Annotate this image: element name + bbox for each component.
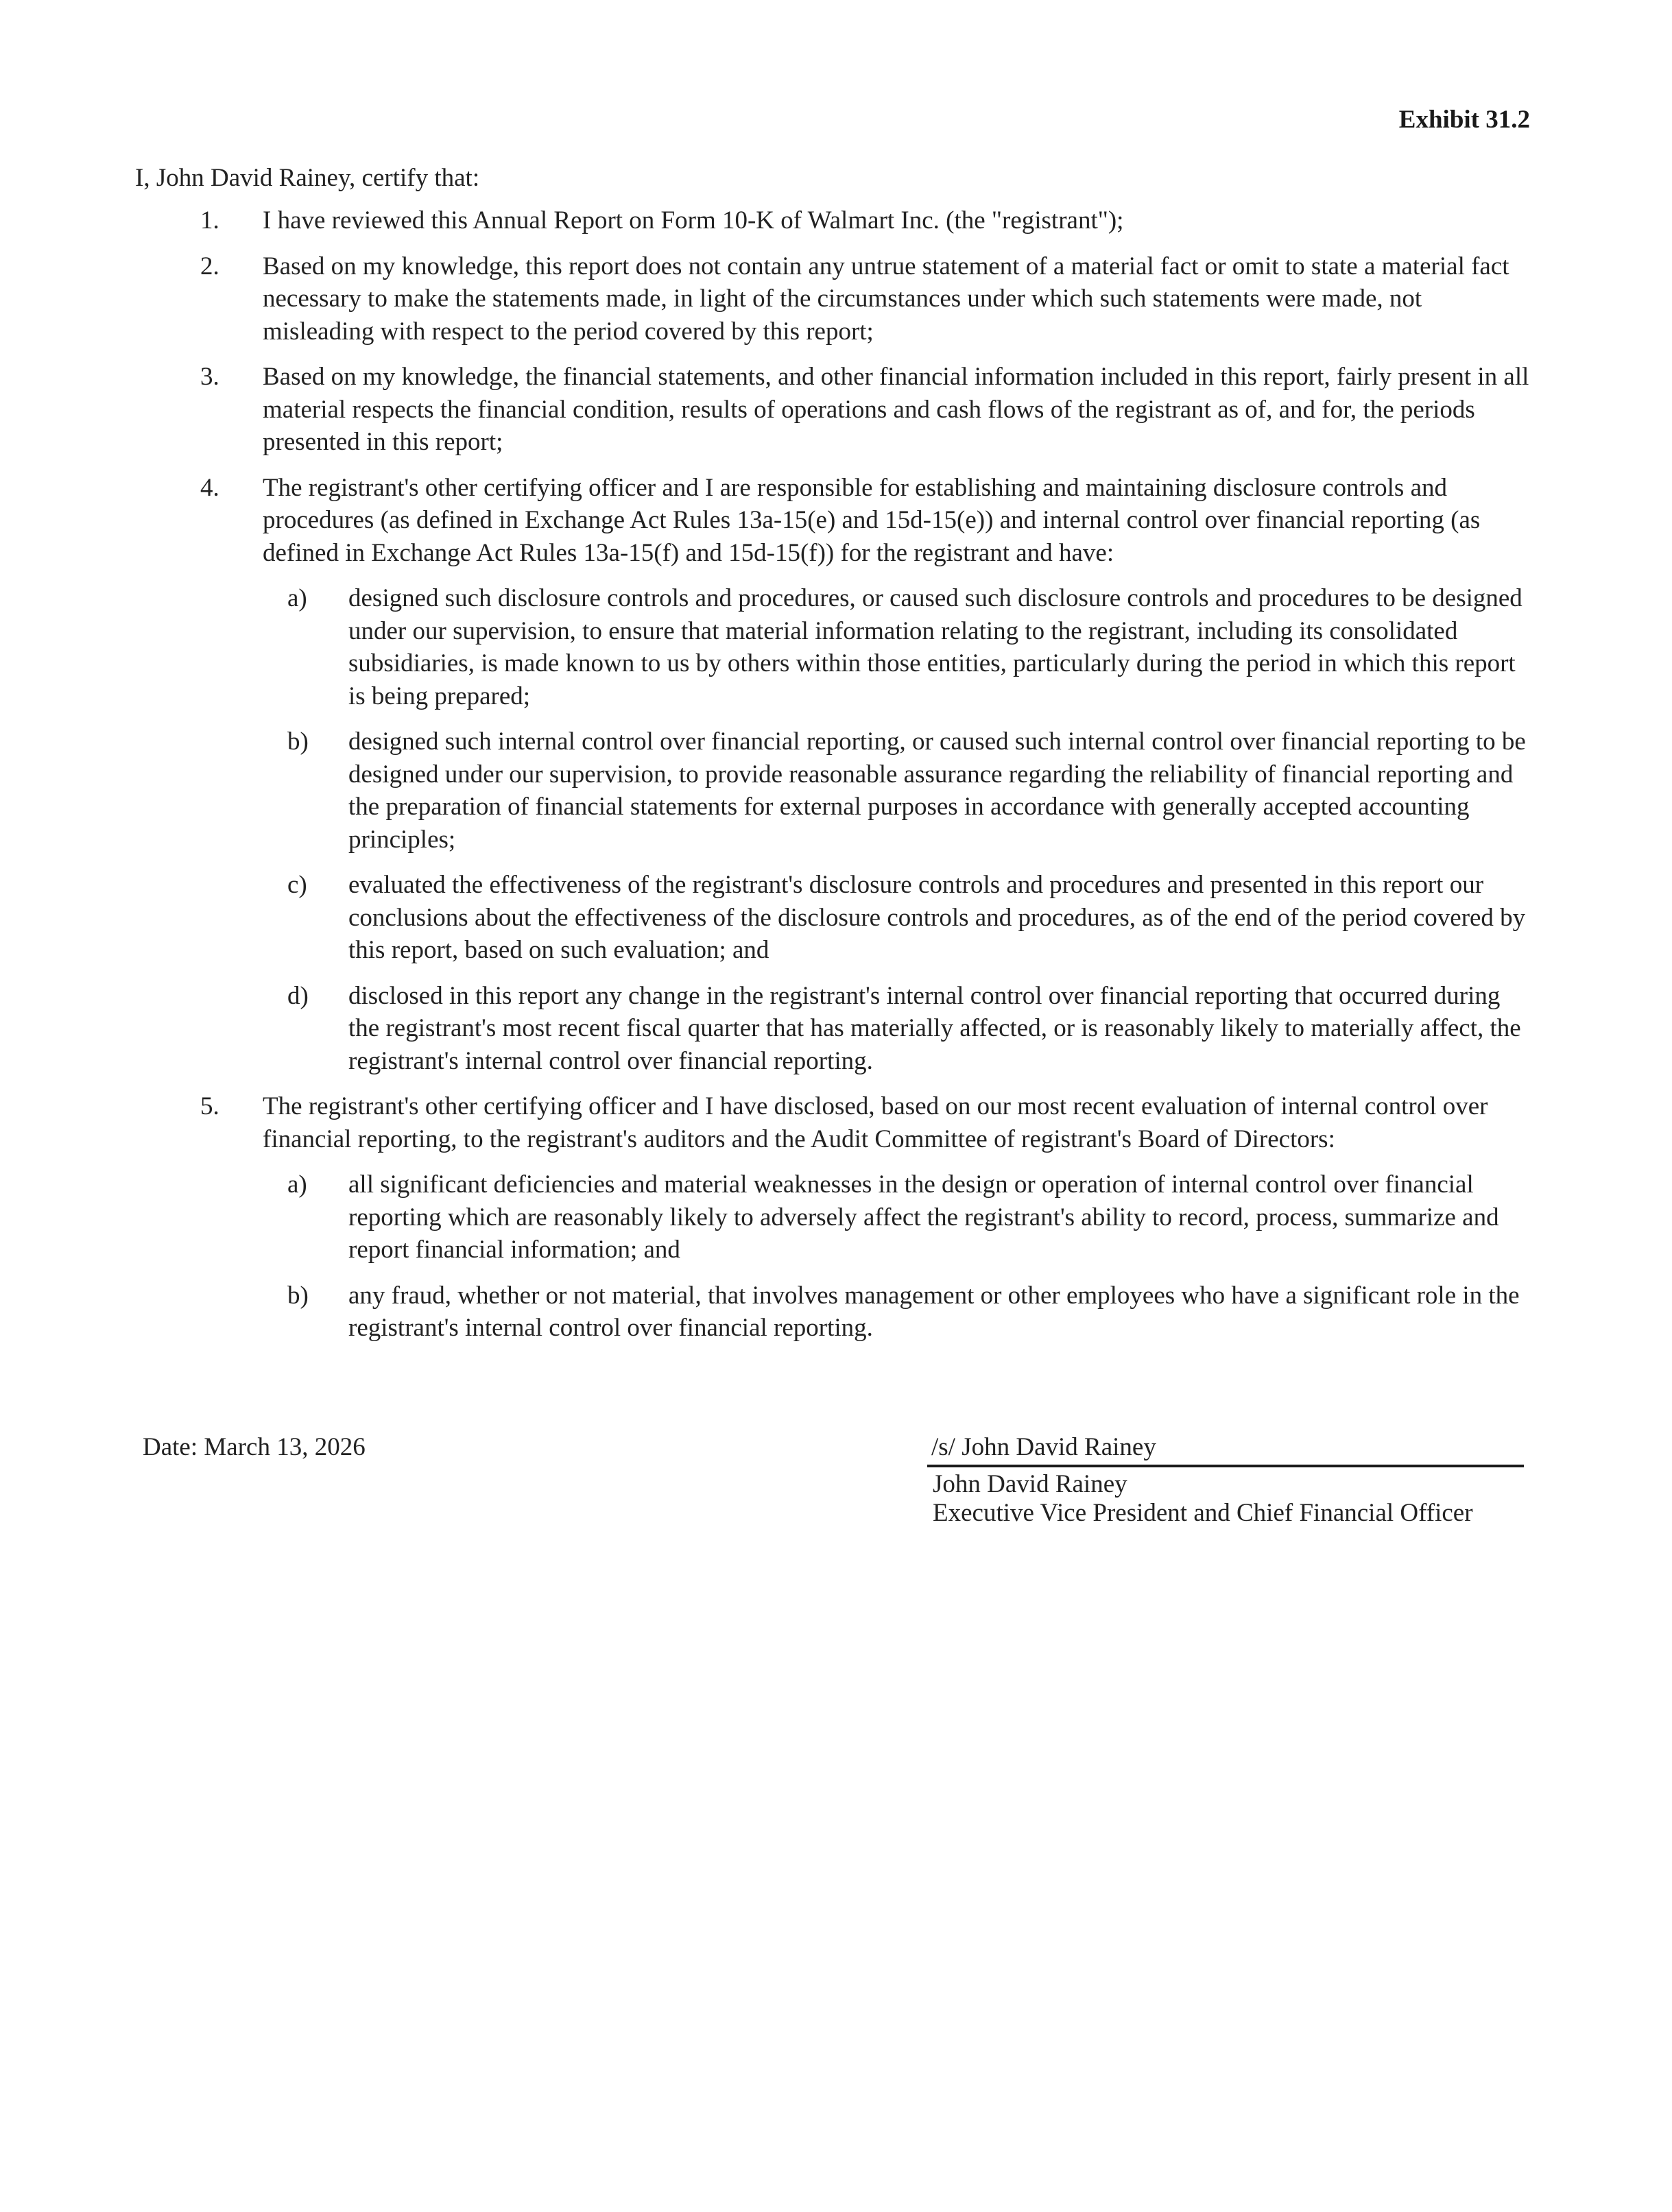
item-number: 5. xyxy=(200,1092,219,1120)
sub-list-item xyxy=(135,582,1530,712)
signer-title: Executive Vice President and Chief Financial Officer xyxy=(933,1499,1473,1527)
item-text: The registrant's other certifying officer and I have disclosed, based on our most recent evaluation of internal control over financial reporting, to the registrant's auditors and the Audit Committee of registrant's Board of Directors: xyxy=(263,1092,1488,1153)
sub-item-text: all significant deficiencies and material weaknesses in the design or operation of internal control over financial reporting which are reasonably likely to adversely affect the registrant's ability to record, process, summarize and report financial information; and xyxy=(348,1170,1499,1264)
item-text: The registrant's other certifying officer and I are responsible for establishing and maintaining disclosure controls and procedures (as defined in Exchange Act Rules 13a-15(e) and 15d-15(e)) and internal control over financial reporting (as defined in Exchange Act Rules 13a-15(f) and 15d-15(f)) for the registrant and have: xyxy=(263,473,1481,567)
date-line: Date: March 13, 2026 xyxy=(143,1433,366,1461)
list-item xyxy=(135,250,1530,348)
signer-name: John David Rainey xyxy=(933,1470,1127,1498)
sub-item-text: designed such internal control over financial reporting, or caused such internal control over financial reporting to be designed under our supervision, to provide reasonable assurance regarding the reliability of financial reporting and the preparation of financial statements for external purposes in accordance with generally accepted accounting principles; xyxy=(348,728,1526,854)
signature-text: /s/ John David Rainey xyxy=(931,1433,1156,1461)
exhibit-label: Exhibit 31.2 xyxy=(1398,106,1530,134)
sub-item-text: evaluated the effectiveness of the registrant's disclosure controls and procedures and presented in this report our conclusions about the effectiveness of the disclosure controls and procedures, as of the end of the period covered by this report, based on such evaluation; and xyxy=(348,871,1526,964)
list-item xyxy=(135,204,1530,237)
item-text: I have reviewed this Annual Report on Form 10-K of Walmart Inc. (the "registrant"); xyxy=(263,206,1124,235)
sub-item-letter: b) xyxy=(287,1281,309,1310)
sub-item-letter: a) xyxy=(287,1170,307,1199)
item-number: 2. xyxy=(200,252,219,280)
signature-block xyxy=(927,1432,1524,1528)
item-number: 1. xyxy=(200,206,219,235)
sub-item-text: designed such disclosure controls and procedures, or caused such disclosure controls and procedures to be designed under our supervision, to ensure that material information relating to the registrant, including its consolidated subsidiaries, is made known to us by others within those entities, particularly during the period in which this report is being prepared; xyxy=(348,584,1522,710)
item-text: Based on my knowledge, this report does not contain any untrue statement of a material fact or omit to state a material fact necessary to make the statements made, in light of the circumstances under which such statements were made, not misleading with respect to the period covered by this report; xyxy=(263,252,1509,346)
list-item xyxy=(135,472,1530,570)
list-item xyxy=(135,1090,1530,1155)
signature-rule xyxy=(927,1465,1524,1467)
intro-statement: I, John David Rainey, certify that: xyxy=(135,164,480,192)
sub-item-letter: d) xyxy=(287,981,309,1010)
item-text: Based on my knowledge, the financial statements, and other financial information included in this report, fairly present in all material respects the financial condition, results of operations and cash flows of the registrant as of, and for, the periods presented in this report; xyxy=(263,363,1529,456)
sub-item-text: any fraud, whether or not material, that involves management or other employees who have a significant role in the registrant's internal control over financial reporting. xyxy=(348,1281,1520,1342)
list-item xyxy=(135,361,1530,459)
sub-item-text: disclosed in this report any change in the registrant's internal control over financial reporting that occurred during the registrant's most recent fiscal quarter that has materially affected, or is reasonably likely to materially affect, the registrant's internal control over financial reporting. xyxy=(348,981,1521,1075)
certification-list xyxy=(135,204,1530,1358)
sub-list-item xyxy=(135,869,1530,967)
item-number: 4. xyxy=(200,473,219,502)
sub-list-item xyxy=(135,1279,1530,1345)
item-number: 3. xyxy=(200,363,219,391)
sub-list-item xyxy=(135,1168,1530,1266)
sub-item-letter: a) xyxy=(287,584,307,612)
sub-item-letter: c) xyxy=(287,871,307,899)
sub-list-item xyxy=(135,725,1530,856)
sub-item-letter: b) xyxy=(287,728,309,756)
sub-list-item xyxy=(135,980,1530,1078)
